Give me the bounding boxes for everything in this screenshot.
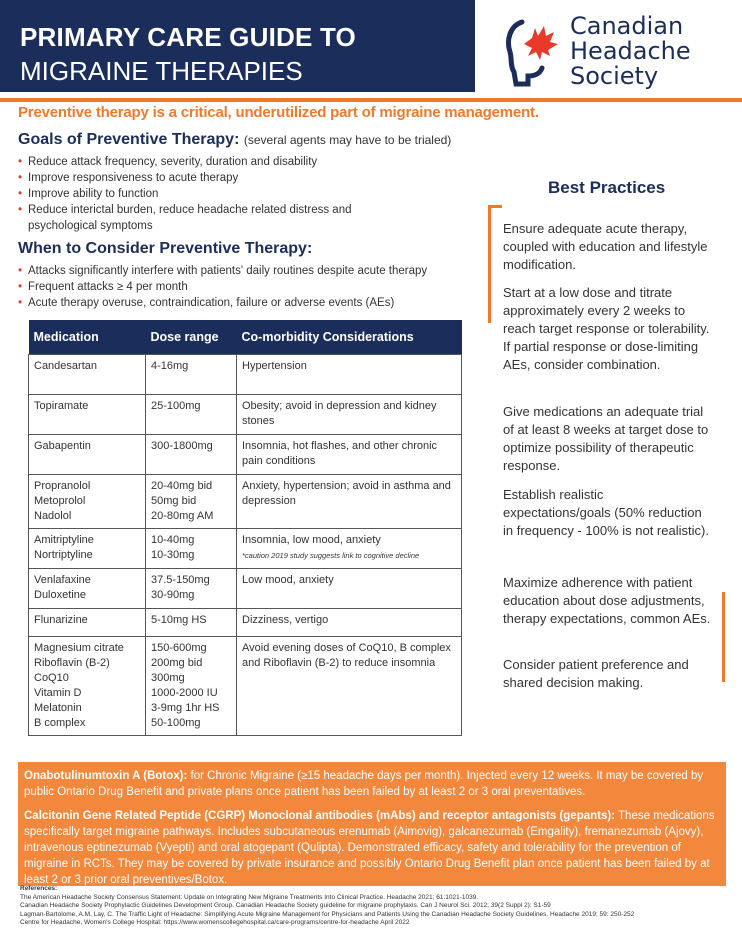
list-item: • Reduce interictal burden, reduce headache related distress and psychological symptoms [18,202,398,234]
medication-cell [29,608,146,636]
medication-cell [29,394,146,434]
best-practice-item: Maximize adherence with patient education about dose adjustments, therapy expectations, common AEs. [503,575,711,626]
table-row [29,528,462,568]
table-row [29,568,462,608]
column-header: Dose range [146,320,237,354]
medication-name: Nadolol [34,509,72,522]
dose-value: 300-1800mg [151,439,213,452]
column-header: Medication [29,320,146,354]
notes-cell [237,636,462,735]
dose-value: 200mg bid [151,656,203,669]
references [20,885,730,928]
table-row [29,608,462,636]
medication-name: Melatonin [34,701,82,714]
logo-line: Headache [570,37,691,65]
dose-cell [146,636,237,735]
table-row [29,474,462,528]
notes-cell [237,394,462,434]
dose-value: 20-40mg bid [151,479,213,492]
notes-text: Hypertension [242,359,307,372]
medication-name: Metoprolol [34,494,86,507]
best-practice-item: Ensure adequate acute therapy, coupled with education and lifestyle modification. [503,221,708,272]
best-practices-title: Best Practices [548,178,666,197]
list-item: • Attacks significantly interfere with patients' daily routines despite acute therapy [18,263,488,279]
logo-line: Society [570,62,659,90]
column-header: Co-morbidity Considerations [237,320,462,354]
dose-value: 1000-2000 IU [151,686,218,699]
dose-cell [146,528,237,568]
dose-value: 300mg [151,671,185,684]
notes-cell [237,354,462,394]
reference-line: The American Headache Society Consensus Statement: Update on Integrating New Migraine Treatments Into Clinical Practice. Headache 2021; 61:1021-1039. [20,893,479,901]
when-heading-text: When to Consider Preventive Therapy: [18,240,313,257]
medication-name: Duloxetine [34,588,86,601]
page-title-line2: MIGRAINE THERAPIES [20,56,303,86]
medication-cell [29,354,146,394]
botox-text: for Chronic Migraine (≥15 headache days per month). Injected every 12 weeks. It may be covered by public Ontario Drug Benefit and private plans once patient has been failed by at least 2 or 3 oral preventatives. [24,770,704,798]
medication-name: Propranolol [34,479,91,492]
medication-name: CoQ10 [34,671,69,684]
notes-text: Insomnia, low mood, anxiety [242,533,381,546]
table-row [29,354,462,394]
dose-value: 4-16mg [151,359,189,372]
botox-paragraph [24,768,724,800]
medication-name: Gabapentin [34,439,91,452]
dose-cell [146,608,237,636]
medication-cell [29,434,146,474]
notes-cell [237,528,462,568]
medication-name: Vitamin D [34,686,82,699]
notes-text: Dizziness, vertigo [242,613,329,626]
table-row [29,636,462,735]
goals-list [18,154,398,234]
medication-name: Venlafaxine [34,573,91,586]
reference-line: Centre for Headache, Women's College Hospital: https://www.womenscollegehospital.ca/care-programs/centre-for-headache April 2022 [20,919,410,926]
cgrp-label: Calcitonin Gene Related Peptide (CGRP) Monoclonal antibodies (mAbs) and receptor antagonists (gepants): [24,810,616,822]
table-row [29,434,462,474]
notes-text: Insomnia, hot flashes, and other chronic pain conditions [242,439,438,467]
dose-value: 10-30mg [151,548,195,561]
canadian-headache-society-logo-icon [502,14,564,90]
accent-bar-vertical [488,205,491,323]
goals-subheading: (several agents may have to be trialed) [243,133,452,147]
when-list [18,263,488,311]
dose-cell [146,394,237,434]
cgrp-text: These medications specifically target migraine pathways. Includes subcutaneous erenumab (Aimovig), galcanezumab (Emgality), fremanezumab (Ajovy), intravenous eptinezumab (Vyepti) and oral atogepant (Qulipta). Demonstrated efficacy, safety and tolerability for the prevention of migraine in RCTs. They may be covered by private insurance and possibly Ontario Drug Benefit plan once patient has been failed by at least 2 or 3 prior oral preventives/Botox. [24,810,715,886]
goals-heading-text: Goals of Preventive Therapy: [18,131,240,148]
notes-cell [237,474,462,528]
medication-name: Riboflavin (B-2) [34,656,110,669]
medication-name: Topiramate [34,399,89,412]
dose-cell [146,434,237,474]
list-item: • Acute therapy overuse, contraindication, failure or adverse events (AEs) [18,295,488,311]
dose-value: 10-40mg [151,533,195,546]
medication-name: Candesartan [34,359,97,372]
notes-text: Anxiety, hypertension; avoid in asthma and depression [242,479,451,507]
dose-value: 30-90mg [151,588,195,601]
best-practice-item: Give medications an adequate trial of at least 8 weeks at target dose to optimize possibility of therapeutic response. [503,404,709,473]
references-heading: References: [20,885,58,892]
dose-cell [146,474,237,528]
medication-table [28,320,462,736]
notes-text: Avoid evening doses of CoQ10, B complex and Riboflavin (B-2) to reduce insomnia [242,641,451,669]
notes-cell [237,568,462,608]
reference-line: Lagman-Bartolome, A.M, Lay, C. The Traffic Light of Headache: Simplifying Acute Migraine Management for Physicians and Patients Using the Canadian Headache Society Guidelines. Headache 2019; 59: 250-252 [20,910,635,918]
list-item: • Frequent attacks ≥ 4 per month [18,279,488,295]
divider [0,98,742,102]
dose-value: 50-100mg [151,716,201,729]
notes-cell [237,434,462,474]
notes-cell [237,608,462,636]
reference-line: Canadian Headache Society Prophylactic Guidelines Development Group. Canadian Headache Society guideline for migraine prophylaxis. Can J Neurol Sci. 2012; 39(2 Suppl 2): S1-59 [20,902,551,909]
medication-name: Flunarizine [34,613,88,626]
medication-cell [29,528,146,568]
dose-value: 150-600mg [151,641,207,654]
dose-value: 25-100mg [151,399,201,412]
dose-value: 3-9mg 1hr HS [151,701,220,714]
list-item: • Improve responsiveness to acute therapy [18,170,398,186]
dose-value: 20-80mg AM [151,509,214,522]
when-heading [18,240,312,258]
dose-value: 37.5-150mg [151,573,210,586]
medication-cell [29,568,146,608]
tagline: Preventive therapy is a critical, underutilized part of migraine management. [18,104,539,121]
page-title-line1: PRIMARY CARE GUIDE TO [20,22,356,52]
accent-bar-vertical [722,592,725,682]
dose-cell [146,568,237,608]
notes-text: Low mood, anxiety [242,573,334,586]
medication-name: B complex [34,716,86,729]
table-header-row [29,320,462,354]
medication-cell [29,474,146,528]
notes-text: Obesity; avoid in depression and kidney stones [242,399,437,427]
cgrp-paragraph [24,808,724,888]
medication-cell [29,636,146,735]
table-row [29,394,462,434]
logo-line: Canadian [570,12,684,40]
list-item: • Improve ability to function [18,186,398,202]
medication-name: Magnesium citrate [34,641,124,654]
botox-label: Onabotulinumtoxin A (Botox): [24,770,188,782]
goals-heading [18,131,451,149]
best-practice-item: Establish realistic expectations/goals (50% reduction in frequency - 100% is not realistic). [503,487,709,538]
caution-note: *caution 2019 study suggests link to cognitive decline [242,550,420,560]
best-practice-item: Start at a low dose and titrate approximately every 2 weeks to reach target response or tolerability. If partial response or dose-limiting AEs, consider combination. [503,285,710,372]
list-item: • Reduce attack frequency, severity, duration and disability [18,154,398,170]
medication-name: Nortriptyline [34,548,93,561]
best-practice-item: Consider patient preference and shared decision making. [503,657,689,690]
title-banner [0,0,475,92]
dose-value: 5-10mg HS [151,613,207,626]
logo-wordmark [570,14,691,89]
dose-value: 50mg bid [151,494,197,507]
dose-cell [146,354,237,394]
medication-name: Amitriptyline [34,533,94,546]
